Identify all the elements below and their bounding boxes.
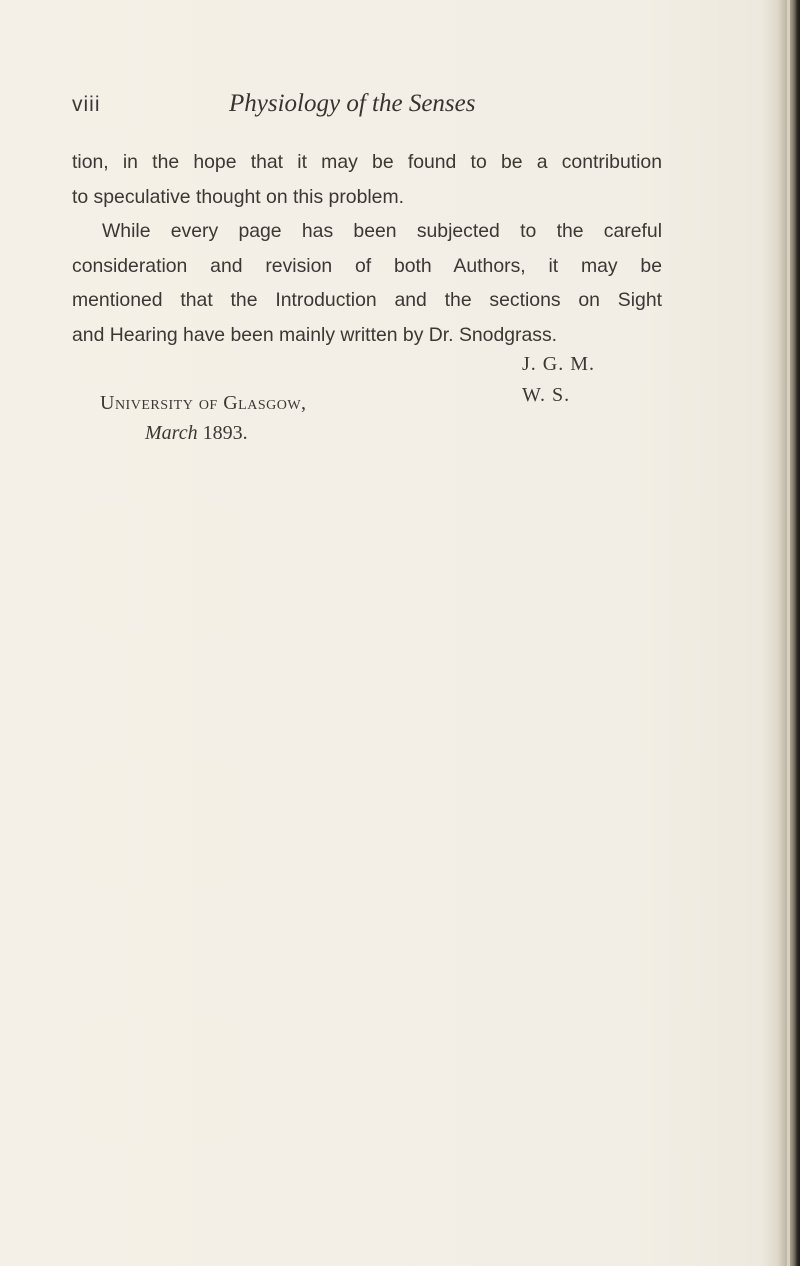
page-header <box>72 90 692 129</box>
author-initials <box>522 349 595 411</box>
dateline-date <box>145 422 248 445</box>
text-line: consideration and revision of both Authors, it may be <box>72 254 662 277</box>
dateline-place: University of Glasgow, <box>100 392 307 414</box>
body-text <box>72 145 662 353</box>
initials-first-author: J. G. M. <box>522 353 596 375</box>
text-line: mentioned that the Introduction and the sections on Sight <box>72 289 662 312</box>
dateline-year: 1893. <box>202 422 248 444</box>
text-line: and Hearing have been mainly written by Dr. Snodgrass. <box>72 323 558 346</box>
text-line: While every page has been subjected to the careful <box>102 220 662 243</box>
text-line: to speculative thought on this problem. <box>72 185 404 208</box>
running-title: Physiology of the Senses <box>229 90 476 117</box>
text-line: tion, in the hope that it may be found to be a contribution <box>72 151 662 173</box>
page-edge-shadow <box>762 0 800 1266</box>
page-edge-highlight <box>787 0 790 1266</box>
initials-second-author: W. S. <box>522 384 571 406</box>
page-number: viii <box>72 93 101 116</box>
dateline-month: March <box>145 422 198 444</box>
